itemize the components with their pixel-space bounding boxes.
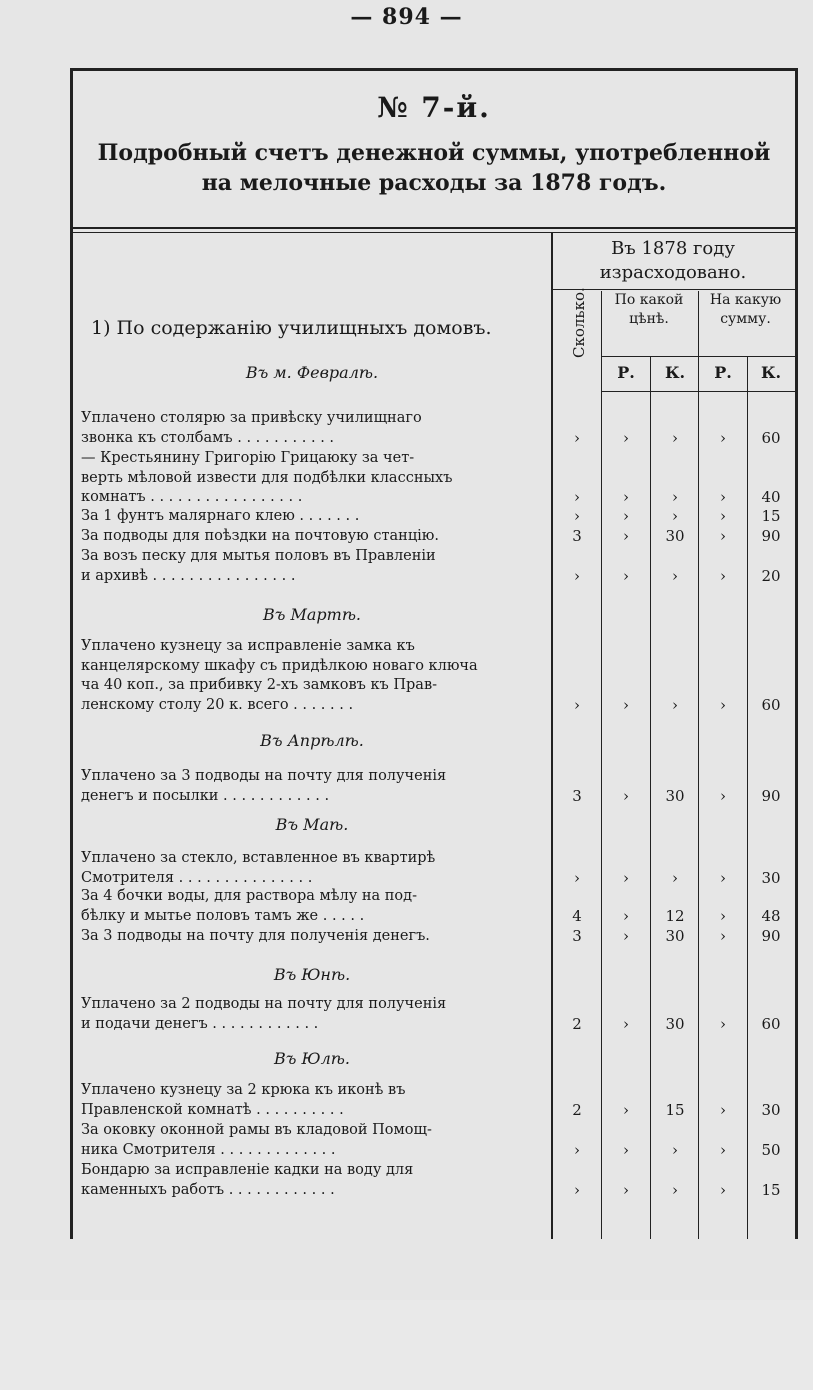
entry-cell: ›: [720, 428, 726, 447]
entry-line: За подводы для поѣздки на почтовую станцію.: [81, 528, 440, 544]
entry-cell: ›: [672, 1180, 678, 1199]
entry-cell: 90: [761, 786, 781, 805]
entry-cell: ›: [574, 507, 580, 525]
entry-text: [81, 1161, 551, 1200]
month-heading: Въ Маѣ.: [275, 815, 349, 834]
month-heading: Въ Апрѣлѣ.: [260, 731, 364, 750]
entry-line: — Крестьянину Григорію Грицаюку за чет-: [81, 450, 415, 466]
entry-cell: ›: [623, 1100, 629, 1119]
entry-cell: 30: [665, 927, 685, 945]
entry-cell: ›: [672, 488, 678, 506]
document-title: [73, 91, 795, 198]
entry-cell: 60: [761, 1014, 781, 1033]
entry-line: Смотрителя . . . . . . . . . . . . . . .: [81, 869, 313, 886]
entry-text: [81, 849, 551, 888]
divider: [73, 232, 795, 233]
entry-cell: 12: [665, 906, 685, 925]
entry-cell: ›: [574, 868, 580, 887]
entry-line: Уплачено за стекло, вставленное въ квартирѣ: [81, 850, 436, 866]
entry-cell: ›: [623, 1180, 629, 1199]
entry-line: канцелярскому шкафу съ придѣлкою новаго ключа: [81, 657, 478, 674]
entry-text: [81, 995, 551, 1034]
entry-cell: ›: [720, 1100, 726, 1119]
entry-text: [81, 1081, 551, 1120]
entry-cell: ›: [672, 507, 678, 525]
entry-cell: ›: [720, 1140, 726, 1159]
entry-cell: ›: [623, 566, 629, 585]
entry-cell: ›: [574, 488, 580, 506]
entry-text: [81, 767, 551, 806]
entry-cell: ›: [623, 1014, 629, 1033]
entry-cell: 15: [665, 1100, 685, 1119]
entry-text: [81, 887, 551, 926]
entry-text: [81, 409, 551, 448]
header-kop: К.: [664, 363, 686, 382]
entry-cell: ›: [623, 927, 629, 945]
entry-cell: ›: [720, 566, 726, 585]
month-heading: Въ Юнѣ.: [273, 965, 351, 984]
section-title: 1) По содержанію училищныхъ домовъ.: [91, 317, 492, 339]
entry-line: ча 40 коп., за прибивку 2-хъ замковъ къ Прав-: [81, 677, 438, 693]
entry-cell: ›: [720, 527, 726, 545]
column-divider: [551, 232, 553, 1239]
entry-line: За 1 фунтъ малярнаго клею . . . . . . .: [81, 508, 360, 524]
entry-text: [81, 527, 551, 547]
table-frame: [70, 68, 798, 1239]
entry-cell: 60: [761, 428, 781, 447]
entry-text: [81, 507, 551, 527]
entry-cell: 2: [572, 1014, 582, 1033]
entry-cell: ›: [672, 428, 678, 447]
entry-cell: ›: [623, 428, 629, 447]
entry-line: звонка къ столбамъ . . . . . . . . . . .: [81, 429, 335, 446]
entry-cell: 3: [572, 527, 582, 545]
entry-cell: ›: [623, 507, 629, 525]
entry-cell: ›: [623, 527, 629, 545]
entry-cell: ›: [720, 488, 726, 506]
entry-cell: 3: [572, 927, 582, 945]
entry-cell: ›: [720, 786, 726, 805]
entry-line: денегъ и посылки . . . . . . . . . . . .: [81, 787, 330, 804]
header-sum: На какую сумму.: [709, 292, 782, 327]
entry-line: верть мѣловой извести для подбѣлки классныхъ: [81, 469, 453, 486]
entry-cell: ›: [574, 1140, 580, 1159]
entry-cell: ›: [623, 786, 629, 805]
entry-line: Бондарю за исправленіе кадки на воду для: [81, 1162, 414, 1178]
entry-cell: 4: [572, 906, 582, 925]
header-divider: [601, 356, 795, 357]
page-number: — 894 —: [350, 4, 463, 30]
entry-cell: 30: [761, 868, 781, 887]
entry-cell: ›: [720, 1180, 726, 1199]
header-rub: Р.: [714, 363, 732, 382]
entry-cell: ›: [672, 566, 678, 585]
entry-cell: ›: [623, 1140, 629, 1159]
entry-cell: ›: [574, 428, 580, 447]
entry-cell: ›: [720, 1014, 726, 1033]
entry-line: ника Смотрителя . . . . . . . . . . . . .: [81, 1141, 336, 1158]
header-price: По какой цѣнѣ.: [614, 292, 684, 327]
entry-cell: 30: [665, 786, 685, 805]
entry-line: За 4 бочки воды, для раствора мѣлу на под-: [81, 888, 417, 904]
entry-line: комнатъ . . . . . . . . . . . . . . . . .: [81, 489, 303, 505]
entry-cell: 20: [761, 566, 781, 585]
entry-cell: ›: [720, 868, 726, 887]
entry-line: Правленской комнатѣ . . . . . . . . . .: [81, 1101, 344, 1118]
entry-line: Уплачено за 2 подводы на почту для полученія: [81, 996, 447, 1012]
entry-cell: 40: [761, 488, 781, 506]
entry-line: За возъ песку для мытья половъ въ Правленіи: [81, 548, 436, 564]
entry-cell: 90: [761, 527, 781, 545]
entry-cell: ›: [623, 868, 629, 887]
entry-cell: ›: [672, 695, 678, 714]
entry-line: Уплачено столярю за привѣску училищнаго: [81, 410, 422, 426]
entry-line: Уплачено за 3 подводы на почту для полученія: [81, 768, 447, 784]
entry-cell: 90: [761, 927, 781, 945]
entry-cell: 50: [761, 1140, 781, 1159]
header-spent: Въ 1878 году израсходовано.: [599, 238, 747, 283]
entry-cell: ›: [720, 906, 726, 925]
header-divider: [601, 391, 795, 392]
entry-line: ленскому столу 20 к. всего . . . . . . .: [81, 696, 354, 713]
divider: [73, 227, 795, 229]
entry-cell: 30: [665, 1014, 685, 1033]
entry-cell: 15: [761, 1180, 781, 1199]
month-heading: Въ Мартѣ.: [262, 605, 362, 624]
entry-text: [81, 637, 551, 715]
entry-line: бѣлку и мытье половъ тамъ же . . . . .: [81, 907, 365, 924]
entry-text: [81, 449, 551, 508]
entry-cell: 15: [761, 507, 781, 525]
document-number: № 7-й.: [377, 91, 491, 124]
entry-cell: ›: [623, 695, 629, 714]
entry-cell: ›: [574, 1180, 580, 1199]
entry-line: и архивѣ . . . . . . . . . . . . . . . .: [81, 567, 296, 584]
header-kop: К.: [760, 363, 782, 382]
entry-line: и подачи денегъ . . . . . . . . . . . .: [81, 1015, 319, 1032]
entry-cell: 48: [761, 906, 781, 925]
header-rub: Р.: [617, 363, 635, 382]
entry-cell: ›: [720, 927, 726, 945]
entry-line: За оковку оконной рамы въ кладовой Помощ-: [81, 1122, 432, 1138]
entry-cell: ›: [720, 507, 726, 525]
entry-cell: 3: [572, 786, 582, 805]
entry-line: каменныхъ работъ . . . . . . . . . . . .: [81, 1181, 335, 1198]
document-heading: Подробный счетъ денежной суммы, употребленной на мелочные расходы за 1878 годъ.: [97, 140, 771, 196]
entry-cell: ›: [623, 906, 629, 925]
entry-cell: 30: [761, 1100, 781, 1119]
entry-cell: ›: [574, 695, 580, 714]
entry-cell: ›: [623, 488, 629, 506]
entry-cell: ›: [720, 695, 726, 714]
entry-cell: ›: [574, 566, 580, 585]
entry-cell: ›: [672, 1140, 678, 1159]
entry-text: [81, 547, 551, 586]
entry-text: [81, 1121, 551, 1160]
entry-cell: 60: [761, 695, 781, 714]
entry-cell: 30: [665, 527, 685, 545]
entry-line: Уплачено кузнецу за исправленіе замка къ: [81, 638, 415, 654]
header-quantity: Сколько.: [570, 287, 588, 358]
entry-line: Уплачено кузнецу за 2 крюка къ иконѣ въ: [81, 1082, 406, 1098]
entry-cell: 2: [572, 1100, 582, 1119]
month-heading: Въ м. Февралѣ.: [245, 363, 379, 382]
entry-cell: ›: [672, 868, 678, 887]
entry-line: За 3 подводы на почту для полученія денегъ.: [81, 928, 430, 944]
entry-text: [81, 927, 551, 947]
month-heading: Въ Юлѣ.: [274, 1049, 350, 1068]
